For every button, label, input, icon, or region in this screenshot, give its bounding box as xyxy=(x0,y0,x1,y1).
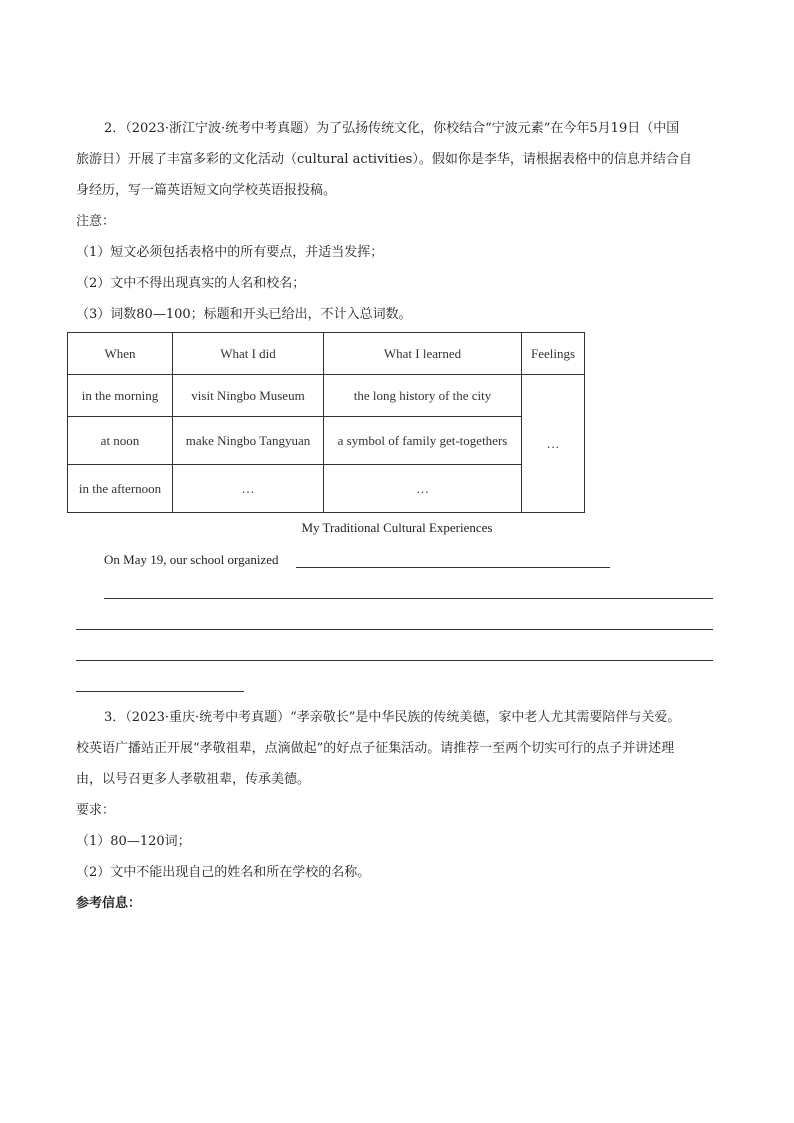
q3-line-2: 校英语广播站正开展“孝敬祖辈，点滴做起”的好点子征集活动。请推荐一至两个切实可行的点子并讲述理 xyxy=(76,741,675,756)
answer-line xyxy=(104,598,713,599)
answer-line xyxy=(296,567,610,568)
table-header: What I did xyxy=(173,333,324,375)
table-header: Feelings xyxy=(522,333,585,375)
table-cell: in the afternoon xyxy=(68,465,173,513)
essay-title: My Traditional Cultural Experiences xyxy=(301,520,493,535)
table-row xyxy=(68,375,585,417)
note-1: （1）短文必须包括表格中的所有要点，并适当发挥； xyxy=(76,245,384,260)
table-cell: … xyxy=(324,465,522,513)
table-row xyxy=(68,417,585,465)
table-header: What I learned xyxy=(324,333,522,375)
table-cell: … xyxy=(173,465,324,513)
requirement-2: （2）文中不能出现自己的姓名和所在学校的名称。 xyxy=(76,865,371,880)
essay-start: On May 19, our school organized xyxy=(104,552,279,567)
feelings-cell: … xyxy=(522,375,585,513)
table-header: When xyxy=(68,333,173,375)
table-header-row xyxy=(68,333,585,375)
q2-line-3: 身经历，写一篇英语短文向学校英语报投稿。 xyxy=(76,183,337,198)
q2-line-2: 旅游日）开展了丰富多彩的文化活动（cultural activities）。假如你是李华，请根据表格中的信息并结合自 xyxy=(76,152,692,167)
activity-table xyxy=(67,332,585,513)
reference-label: 参考信息： xyxy=(76,896,142,911)
answer-line xyxy=(76,691,244,692)
q3-line-1: 3．（2023·重庆·统考中考真题）“孝亲敬长”是中华民族的传统美德，家中老人尤其需要陪伴与关爱。 xyxy=(104,710,681,725)
answer-line xyxy=(76,660,713,661)
table-cell: at noon xyxy=(68,417,173,465)
notice-label: 注意： xyxy=(76,214,116,229)
note-2: （2）文中不得出现真实的人名和校名； xyxy=(76,276,306,291)
table-cell: the long history of the city xyxy=(324,375,522,417)
requirement-1: （1）80—120词； xyxy=(76,834,191,849)
q3-line-3: 由，以号召更多人孝敬祖辈，传承美德。 xyxy=(76,772,311,787)
table-cell: make Ningbo Tangyuan xyxy=(173,417,324,465)
q2-line-1: 2．（2023·浙江宁波·统考中考真题）为了弘扬传统文化，你校结合“宁波元素”在今年5月19日（中国 xyxy=(104,121,680,136)
table-cell: visit Ningbo Museum xyxy=(173,375,324,417)
table-cell: in the morning xyxy=(68,375,173,417)
answer-line xyxy=(76,629,713,630)
requirements-label: 要求： xyxy=(76,803,116,818)
note-3: （3）词数80—100；标题和开头已给出，不计入总词数。 xyxy=(76,307,412,322)
table-cell: a symbol of family get-togethers xyxy=(324,417,522,465)
table-row xyxy=(68,465,585,513)
